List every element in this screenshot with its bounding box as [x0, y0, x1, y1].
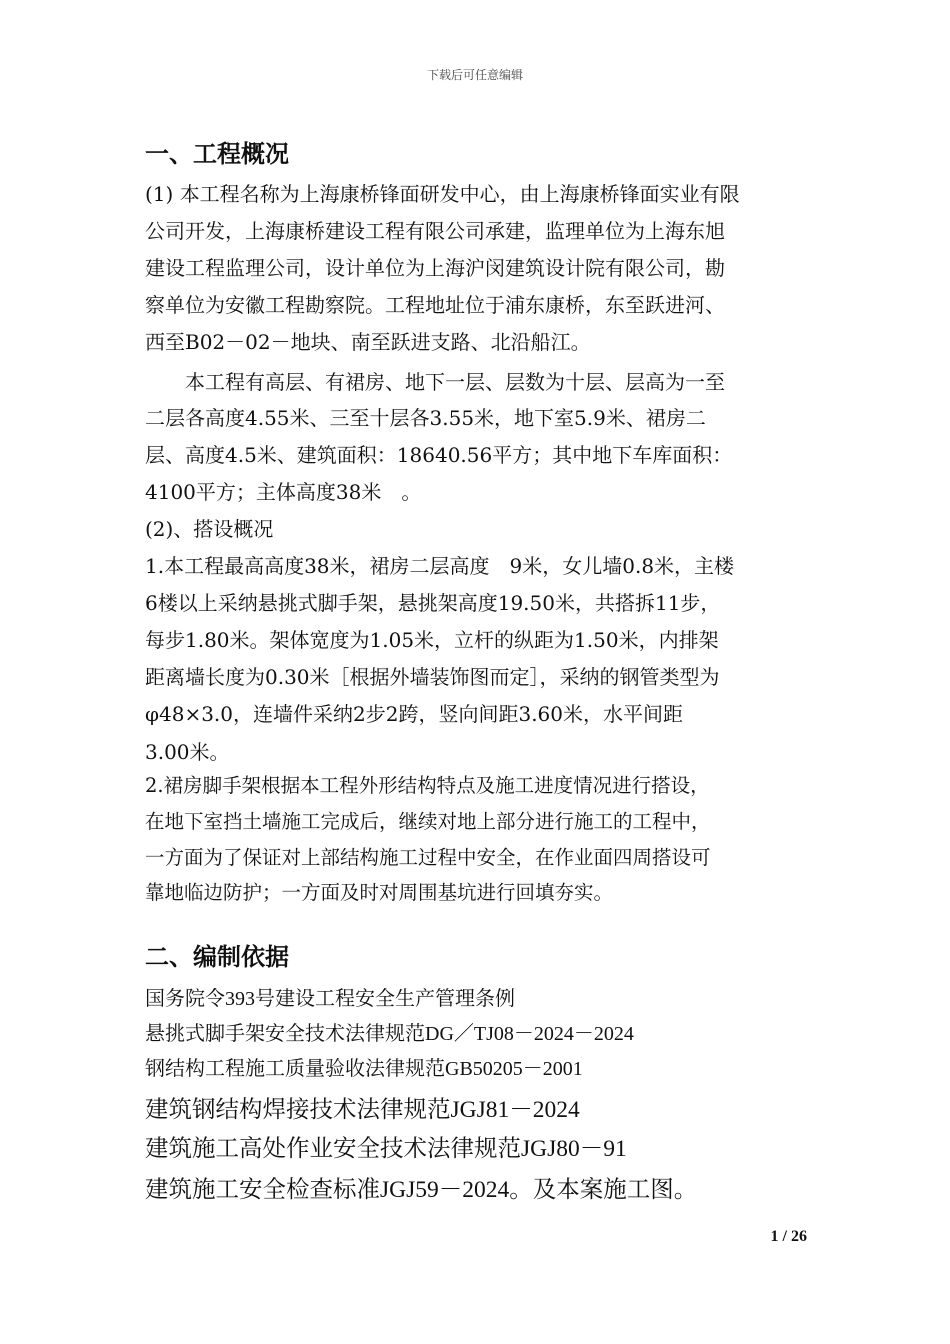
text-line: 察单位为安徽工程勘察院。工程地址位于浦东康桥，东至跃进河、	[145, 293, 725, 317]
reference-item: 钢结构工程施工质量验收法律规范GB50205－2001	[145, 1058, 583, 1080]
text-line: φ48×3.0，连墙件采纳2步2跨，竖向间距3.60米，水平间距	[145, 702, 683, 726]
reference-item: 悬挑式脚手架安全技术法律规范DG／TJ08－2024－2024	[145, 1023, 634, 1045]
text-line: 在地下室挡土墙施工完成后，继续对地上部分进行施工的工程中，	[145, 810, 711, 833]
reference-item: 建筑钢结构焊接技术法律规范JGJ81－2024	[145, 1097, 580, 1123]
text-line: 距离墙长度为0.30米［根据外墙装饰图而定］，采纳的钢管类型为	[145, 665, 720, 689]
text-line: 2.裙房脚手架根据本工程外形结构特点及施工进度情况进行搭设，	[145, 774, 710, 797]
reference-item: 国务院令393号建设工程安全生产管理条例	[145, 988, 515, 1010]
text-line: 二层各高度4.55米、三至十层各3.55米，地下室5.9米、裙房二	[145, 406, 706, 430]
text-line: 西至B02－02－地块、南至跃进支路、北沿船江。	[145, 330, 591, 354]
page-number: 1 / 26	[770, 1228, 807, 1245]
text-line: 层、高度4.5米、建筑面积：18640.56平方；其中地下车库面积：	[145, 443, 733, 467]
section-title-basis: 二、编制依据	[145, 943, 289, 971]
sub-heading-erection: (2)、搭设概况	[145, 517, 274, 541]
reference-item: 建筑施工安全检查标准JGJ59－2024。及本案施工图。	[145, 1177, 698, 1203]
text-line: 公司开发，上海康桥建设工程有限公司承建，监理单位为上海东旭	[145, 219, 725, 243]
reference-item: 建筑施工高处作业安全技术法律规范JGJ80－91	[145, 1136, 627, 1162]
text-line: 本工程有高层、有裙房、地下一层、层数为十层、层高为一至	[145, 370, 725, 394]
section-title-overview: 一、工程概况	[145, 140, 289, 168]
text-line: 4100平方；主体高度38米 。	[145, 480, 422, 504]
text-line: 3.00米。	[145, 740, 230, 764]
text-line: 1.本工程最高高度38米，裙房二层高度 9米，女儿墙0.8米，主楼	[145, 554, 735, 578]
page-header: 下载后可任意编辑	[426, 68, 523, 82]
text-line: 一方面为了保证对上部结构施工过程中安全，在作业面四周搭设可	[145, 846, 711, 869]
text-line: 每步1.80米。架体宽度为1.05米，立杆的纵距为1.50米，内排架	[145, 628, 719, 652]
text-line: (1) 本工程名称为上海康桥锋面研发中心，由上海康桥锋面实业有限	[145, 182, 740, 206]
text-line: 6楼以上采纳悬挑式脚手架，悬挑架高度19.50米，共搭拆11步，	[145, 591, 721, 615]
text-line: 靠地临边防护；一方面及时对周围基坑进行回填夯实。	[145, 881, 614, 904]
text-line: 建设工程监理公司，设计单位为上海沪闵建筑设计院有限公司，勘	[145, 256, 725, 280]
